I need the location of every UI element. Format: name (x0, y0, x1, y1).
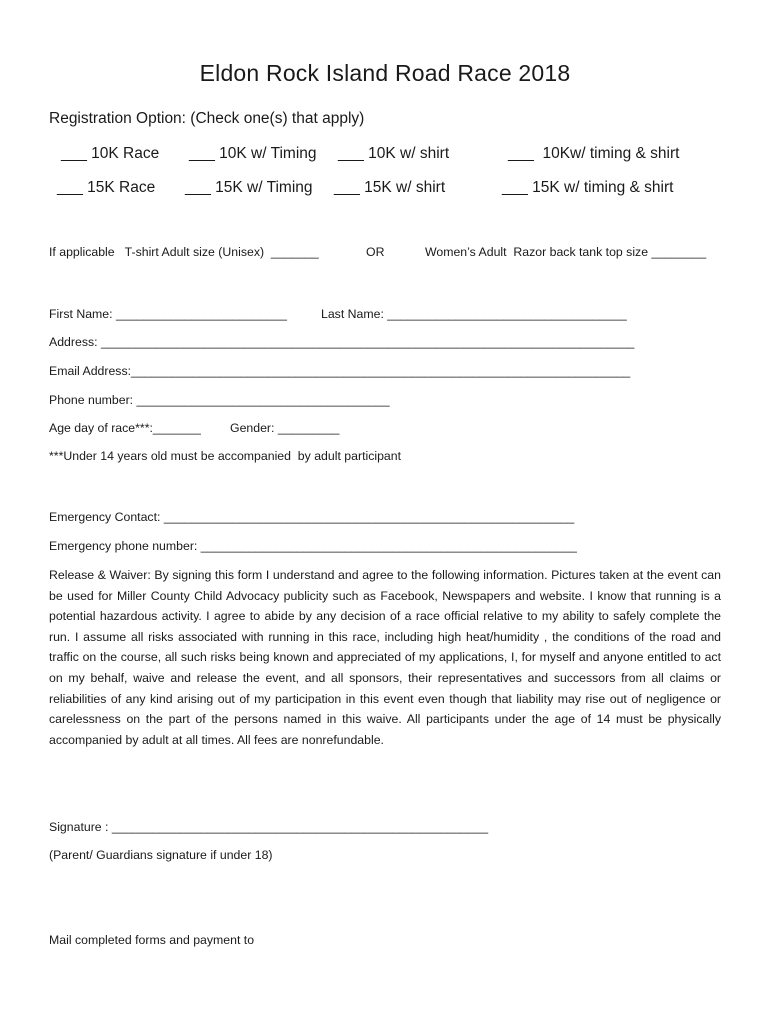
emergency-phone-field[interactable]: Emergency phone number: _______________________________________________________ (49, 539, 577, 553)
signature-field[interactable]: Signature : _______________________________________________________ (49, 820, 489, 834)
first-name-field[interactable]: First Name: _________________________ (49, 307, 287, 321)
phone-field[interactable]: Phone number: _____________________________________ (49, 393, 390, 407)
option-10k-timing-shirt[interactable]: ___ 10Kw/ timing & shirt (508, 145, 680, 162)
last-name-field[interactable]: Last Name: ___________________________________ (321, 307, 627, 321)
or-label: OR (366, 245, 385, 259)
emergency-contact-field[interactable]: Emergency Contact: ____________________________________________________________ (49, 510, 575, 524)
option-15k-race[interactable]: ___ 15K Race (57, 179, 156, 196)
shirt-size-field[interactable]: If applicable T-shirt Adult size (Unisex) _______ (49, 245, 319, 259)
form-title: Eldon Rock Island Road Race 2018 (199, 60, 571, 86)
age-field[interactable]: Age day of race***:_______ (49, 421, 201, 435)
mail-instructions: Mail completed forms and payment to (49, 933, 255, 947)
option-15k-shirt[interactable]: ___ 15K w/ shirt (334, 179, 446, 196)
tank-size-field[interactable]: Women’s Adult Razor back tank top size ________ (425, 245, 707, 259)
gender-field[interactable]: Gender: _________ (230, 421, 340, 435)
option-10k-race[interactable]: ___ 10K Race (61, 145, 160, 162)
age-note: ***Under 14 years old must be accompanied by adult participant (49, 449, 402, 463)
address-field[interactable]: Address: ______________________________________________________________________________ (49, 335, 635, 349)
release-waiver-text: Release & Waiver: By signing this form I understand and agree to the following information. Pictures taken at the event can be used for Miller County Child Advocacy publicity such as Facebook, Newspapers and website. I know that running is a potential hazardous activity. I agree to abide by any decision of a race official relative to my ability to safely complete the run. I assume all risks associated with running in this race, including high heat/humidity , the conditions of the road and traffic on the course, all such risks being known and appreciated of my applications, I, for myself and anyone entitled to act on my behalf, waive and release the event, and all sponsors, their representatives and successors from all claims or reliabilities of any kind arising out of my participation in this event even though that liability may rise out of negligence or carelessness on the part of the persons named in this waive. All participants under the age of 14 must be physically accompanied by adult at all times. All fees are nonrefundable. (49, 568, 721, 747)
guardian-note: (Parent/ Guardians signature if under 18) (49, 848, 273, 862)
option-15k-timing-shirt[interactable]: ___ 15K w/ timing & shirt (502, 179, 674, 196)
option-10k-timing[interactable]: ___ 10K w/ Timing (189, 145, 317, 162)
option-10k-shirt[interactable]: ___ 10K w/ shirt (338, 145, 450, 162)
option-15k-timing[interactable]: ___ 15K w/ Timing (185, 179, 313, 196)
email-field[interactable]: Email Address:_________________________________________________________________________ (49, 364, 631, 378)
registration-heading: Registration Option: (Check one(s) that apply) (49, 110, 365, 127)
